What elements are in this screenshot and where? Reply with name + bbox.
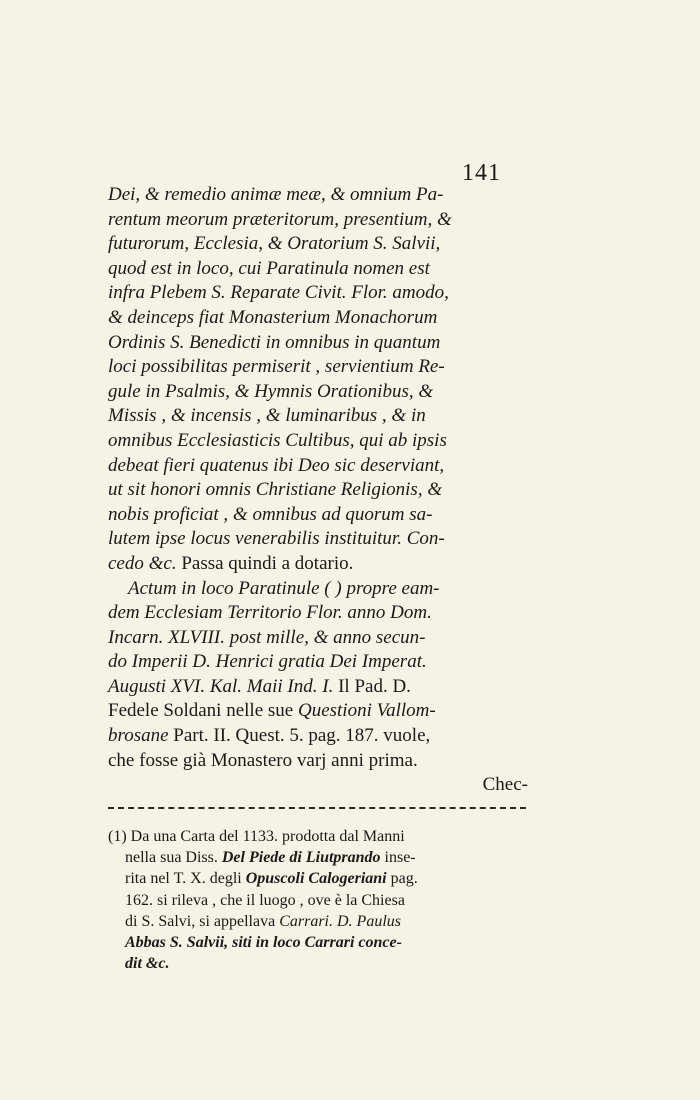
footnote-line <box>108 826 528 847</box>
text-segment: omnibus Ecclesiasticis Cultibus, qui ab ipsis <box>108 429 447 451</box>
text-segment: Actum in loco Paratinule ( ) propre eam- <box>128 577 440 599</box>
text-segment: futurorum, Ecclesia, & Oratorium S. Salvii, <box>108 233 441 255</box>
text-line <box>108 724 528 749</box>
text-segment: & deinceps fiat Monasterium Monachorum <box>108 306 438 328</box>
footnote-segment: Opuscoli Calogeriani <box>245 870 387 888</box>
text-line <box>108 208 528 233</box>
text-line <box>108 306 528 331</box>
footnote <box>108 826 528 974</box>
footnote-segment: nella sua Diss. <box>125 849 222 867</box>
text-segment: rentum meorum præteritorum, presentium, & <box>108 208 452 230</box>
text-line <box>108 503 528 528</box>
text-line <box>108 380 528 405</box>
text-line <box>108 749 528 774</box>
footnote-lines <box>108 826 528 974</box>
text-segment: dem Ecclesiam Territorio Flor. anno Dom. <box>108 602 432 624</box>
footnote-line <box>108 868 528 889</box>
text-line <box>108 601 528 626</box>
text-segment: ut sit honori omnis Christiane Religionis, & <box>108 479 443 501</box>
page-number: 141 <box>462 160 501 186</box>
catchword: Chec- <box>482 774 528 796</box>
text-segment: Il Pad. D. <box>333 675 411 697</box>
footnote-segment: Abbas S. Salvii, siti in loco Carrari conce- <box>125 934 402 952</box>
footnote-segment: Del Piede di Liutprando <box>221 849 381 867</box>
text-line <box>108 527 528 552</box>
text-segment: quod est in loco, cui Paratinula nomen est <box>108 257 430 279</box>
footnote-segment: pag. <box>386 870 418 888</box>
footnote-segment: Carrari. D. Paulus <box>279 912 401 930</box>
text-segment: Missis , & incensis , & luminaribus , & in <box>108 405 426 427</box>
text-segment: lutem ipse locus venerabilis instituitur. Con- <box>108 528 445 550</box>
body-text <box>108 183 528 798</box>
footnote-line <box>108 932 528 953</box>
text-line <box>108 552 528 577</box>
text-line <box>108 626 528 651</box>
text-segment: do Imperii D. Henrici gratia Dei Imperat. <box>108 651 427 673</box>
footnote-line <box>108 847 528 868</box>
text-line <box>108 281 528 306</box>
text-segment: loci possibilitas permiserit , servientium Re- <box>108 356 445 378</box>
text-segment: Incarn. XLVIII. post mille, & anno secun- <box>108 626 426 648</box>
text-line <box>108 577 528 602</box>
footnote-rule <box>108 807 526 809</box>
text-line <box>108 675 528 700</box>
footnote-segment: rita nel T. X. degli <box>125 870 246 888</box>
text-segment: nobis proficiat , & omnibus ad quorum sa- <box>108 503 433 525</box>
text-line <box>108 355 528 380</box>
text-line <box>108 232 528 257</box>
text-segment: gule in Psalmis, & Hymnis Orationibus, & <box>108 380 434 402</box>
footnote-segment: di S. Salvi, si appellava <box>125 912 280 930</box>
text-line <box>108 331 528 356</box>
footnote-segment: (1) Da una Carta del 1133. prodotta dal Manni <box>108 828 405 845</box>
footnote-segment: inse- <box>380 849 416 867</box>
text-line <box>108 699 528 724</box>
text-segment: Fedele Soldani nelle sue <box>108 700 298 722</box>
text-line <box>108 404 528 429</box>
text-line <box>108 454 528 479</box>
footnote-segment: 162. si rileva , che il luogo , ove è la Chiesa <box>125 891 405 909</box>
text-segment: Part. II. Quest. 5. pag. 187. vuole, <box>168 725 431 747</box>
text-segment: Ordinis S. Benedicti in omnibus in quantum <box>108 331 441 353</box>
footnote-line <box>108 890 528 911</box>
text-segment: Questioni Vallom- <box>297 700 436 722</box>
text-segment: brosane <box>108 725 169 747</box>
text-line <box>108 183 528 208</box>
text-segment: Dei, & remedio animæ meæ, & omnium Pa- <box>108 184 444 205</box>
text-segment: Augusti XVI. Kal. Maii Ind. I. <box>108 675 334 697</box>
text-line <box>108 478 528 503</box>
text-segment: Passa quindi a dotario. <box>176 552 354 574</box>
text-segment: infra Plebem S. Reparate Civit. Flor. amodo, <box>108 282 449 304</box>
footnote-segment: dit &c. <box>125 955 170 973</box>
text-line <box>108 257 528 282</box>
footnote-line <box>108 911 528 932</box>
body-lines <box>108 183 528 773</box>
text-segment: che fosse già Monastero varj anni prima. <box>108 749 418 771</box>
text-line <box>108 650 528 675</box>
footnote-line <box>108 953 528 974</box>
text-segment: debeat fieri quatenus ibi Deo sic deserviant, <box>108 454 445 476</box>
text-segment: cedo &c. <box>108 552 177 574</box>
text-line <box>108 429 528 454</box>
